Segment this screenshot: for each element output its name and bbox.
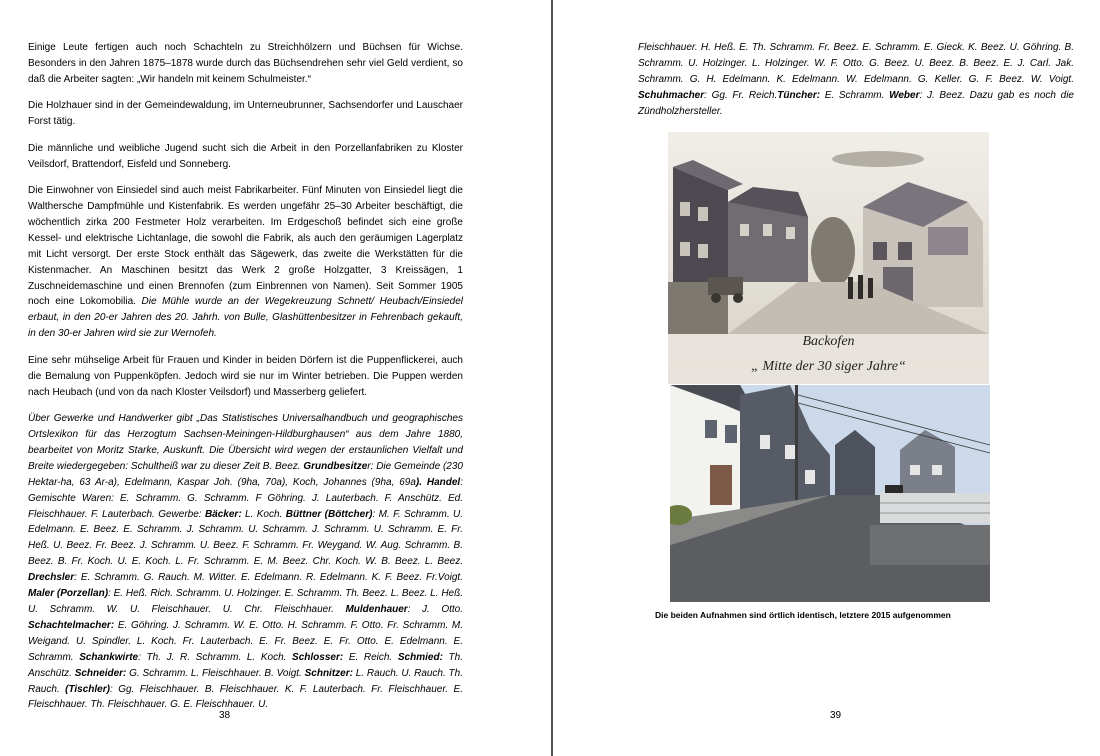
trades-text-run: : E. Heß. Rich. Schramm. U. Holzinger. E. Schramm. Th. Beez. L. Beez. L. Heß. U. Schramm. W. U. Fleischhauer. U. Chr. Fleischhauer. xyxy=(28,588,463,615)
modern-street-scene xyxy=(670,385,990,602)
trades-text-run: Th. Anschütz. xyxy=(28,651,463,679)
paragraph-5: Eine sehr mühselige Arbeit für Frauen und Kinder in beiden Dörfern ist die Puppenflickerei, auch die Bemalung von Puppenköpfen. Jedoch wird sie nur im Winter betrieben. Die Puppen werden nach Heubach (und von da nach Kloster Veilsdorf) und Masserberg geliefert. xyxy=(28,354,463,398)
trades-trade-label: Bäcker: xyxy=(204,508,242,520)
trades-trade-label: Schankwirte xyxy=(79,651,139,663)
trades-trade-label: Schmied: xyxy=(397,651,443,663)
right-page xyxy=(553,0,1100,756)
trades-trade-label: Schlosser: xyxy=(292,651,344,663)
page-number-left: 38 xyxy=(219,710,231,721)
trades-trade-label: Drechsler xyxy=(28,572,75,584)
trades-trade-label: Muldenhauer xyxy=(345,603,408,615)
trades-trade-label: Grundbesitze xyxy=(303,460,368,472)
paragraph-6-trades-list xyxy=(28,411,463,713)
trades-trade-label: ). Handel xyxy=(415,476,461,488)
historic-photo-caption-title: Backofen xyxy=(802,334,855,349)
historic-photo-caption-subtitle: „ Mitte der 30 siger Jahre“ xyxy=(751,359,906,374)
trades-trade-label: Maler (Porzellan) xyxy=(28,588,109,600)
trades-text-run: G. Schramm. L. Fleischhauer. B. Voigt. xyxy=(126,667,305,679)
continuation-text-run: : J. Beez. Dazu gab es noch die Zündholzhersteller. xyxy=(638,89,1074,117)
paragraph-2: Die Holzhauer sind in der Gemeindewaldung, im Unterneubrunner, Sachsendorfer und Lauschaer Forst tätig. xyxy=(28,100,463,128)
trades-trade-label: Schachtelmacher: xyxy=(28,619,115,631)
trades-trade-label: Schneider: xyxy=(74,667,127,679)
trades-text-run: : Gemischte Waren: E. Schramm. G. Schramm. F Göhring. J. Lauterbach. F. Anschütz. Ed. Fleischhauer. F. Lauterbach. Gewerbe: xyxy=(28,476,463,520)
paragraph-4 xyxy=(28,183,463,342)
modern-street-photo xyxy=(670,385,990,602)
trades-trade-label: Büttner (Böttcher) xyxy=(285,508,373,520)
figure-caption: Die beiden Aufnahmen sind örtlich identisch, letztere 2015 aufgenommen xyxy=(655,610,951,620)
trades-text-run: r: Die Gemeinde (230 Hektar-ha, 63 Ar-a), Edelmann, Kaspar Joh. (9ha, 70a), Koch, Johannes (9ha, 69a xyxy=(28,460,463,488)
left-text-column xyxy=(28,40,463,724)
trades-trade-label: (Tischler) xyxy=(65,683,110,695)
continuation-trade-label: Weber xyxy=(889,89,920,101)
continuation-text-run: Fleischhauer. H. Heß. E. Th. Schramm. Fr. Beez. E. Schramm. E. Gieck. K. Beez. U. Göhring. B. Schramm. U. Holzinger. L. Holzinger. W. F. Otto. G. Beez. U. Beez. B. Beez. E. J. Carl. Jak. Schramm. G. H. Edelmann. K. Edelmann. W. Edelmann. G. Keller. G. F. Beez. W. Voigt. xyxy=(638,42,1074,85)
trades-text-run: E. Reich. xyxy=(343,651,398,663)
paragraph-3: Die männliche und weibliche Jugend sucht sich die Arbeit in den Porzellanfabriken zu Kloster Veilsdorf, Brattendorf, Eisfeld und Sonneberg. xyxy=(28,142,463,170)
trades-text-run: : J. Otto. xyxy=(407,603,463,615)
trades-text-run: : Th. J. R. Schramm. L. Koch. xyxy=(138,651,293,663)
paragraph-4-text: Die Einwohner von Einsiedel sind auch meist Fabrikarbeiter. Fünf Minuten von Einsiedel liegt die Walthersche Dampfmühle und Kistenfabrik. Es werden ungefähr 25–30 Arbeiter beschäftigt, die wöchentlich zirka 200 Festmeter Holz verarbeiten. Im Erdgeschoß befindet sich eine große Kessel- und elektrische Lichtanlage, die sowohl die Fabrik, als auch den geräumigen Lagerplatz mit Licht versorgt. Der erste Stock enthält das Sägewerk, das zweite die Werkstätten für die Kistenmacher. An Maschinen besitzt das Werk 2 große Holzgatter, 3 Kreissägen, 1 Zuschneidemaschine und einen Brennofen (zum Einbrennen von Namen). Seit Sommer 1905 noch eine Lokomobilia. xyxy=(28,185,463,308)
paragraph-4-italic: Die Mühle wurde an der Wegekreuzung Schnett/ Heubach/Einsiedel erbaut, in den 20-er Jahren des 20. Jahrh. von Bulle, Glashüttenbesitzer in Fehrenbach gekauft, in den 30-er Jahren wird sie zur Wernofeh. xyxy=(28,296,463,340)
continuation-text-run: E. Schramm. xyxy=(820,89,890,101)
continuation-text-run: : Gg. Fr. Reich. xyxy=(704,89,778,101)
trades-text-run: : E. Schramm. G. Rauch. M. Witter. E. Edelmann. R. Edelmann. K. F. Beez. Fr.Voigt. xyxy=(74,572,463,584)
page-number-right: 39 xyxy=(830,710,842,721)
trades-text-run: Über Gewerke und Handwerker gibt „Das Statistisches Universalhandbuch und geographisches Ortslexikon für das Herzogtum Sachsen-Meiningen-Hildburghausen“ aus dem Jahre 1880, bearbeitet von Moritz Starke, Auskunft. Die Übersicht wird wegen der erstaunlichen Vielfalt und Breite wiedergegeben: Schultheiß war zu dieser Zeit B. Beez. xyxy=(28,413,463,472)
right-text-continuation xyxy=(638,40,1074,120)
trades-text-run: : Gg. Fleischhauer. B. Fleischhauer. K. F. Lauterbach. Fr. Fleischhauer. E. Fleischhauer. Th. Fleischhauer. G. E. Fleischhauer. U. xyxy=(28,683,463,711)
continuation-trade-label: Schuhmacher xyxy=(638,89,705,101)
continuation-trade-label: Tüncher: xyxy=(777,89,821,101)
trades-trade-label: Schnitzer: xyxy=(304,667,353,679)
trades-text-run: E. Göhring. J. Schramm. W. E. Otto. H. Schramm. F. Otto. Fr. Schramm. M. Weigand. U. Spindler. L. Koch. Fr. Lauterbach. E. Fr. Beez. E. Fr. Otto. E. Edelmann. E. Schramm. xyxy=(28,619,463,663)
paragraph-1: Einige Leute fertigen auch noch Schachteln zu Streichhölzern und Büchsen für Wichse. Besonders in den Jahren 1875–1878 wurde durch das Büchsendrehen sehr viel Geld verdient, so daß die Arbeiter sagten: „Wir handeln mit keinem Schulmeister.“ xyxy=(28,42,463,85)
trades-text-run: L. Koch. xyxy=(241,508,286,520)
historic-postcard-photo xyxy=(668,132,989,384)
trades-text-run: : M. F. Schramm. U. Edelmann. E. Beez. E. Schramm. J. Schramm. U. Schramm. J. Schramm. U. Schramm. E. Fr. Heß. U. Beez. Fr. Beez. J. Schramm. U. Beez. F. Schramm. Fr. Weygand. W. Aug. Schramm. B. Beez. B. Fr. Koch. U. E. Koch. L. Fr. Schramm. E. M. Beez. Chr. Koch. W. B. Beez. L. Beez. xyxy=(28,508,464,568)
trades-text-run: L. Rauch. U. Rauch. Th. Rauch. xyxy=(28,667,464,695)
